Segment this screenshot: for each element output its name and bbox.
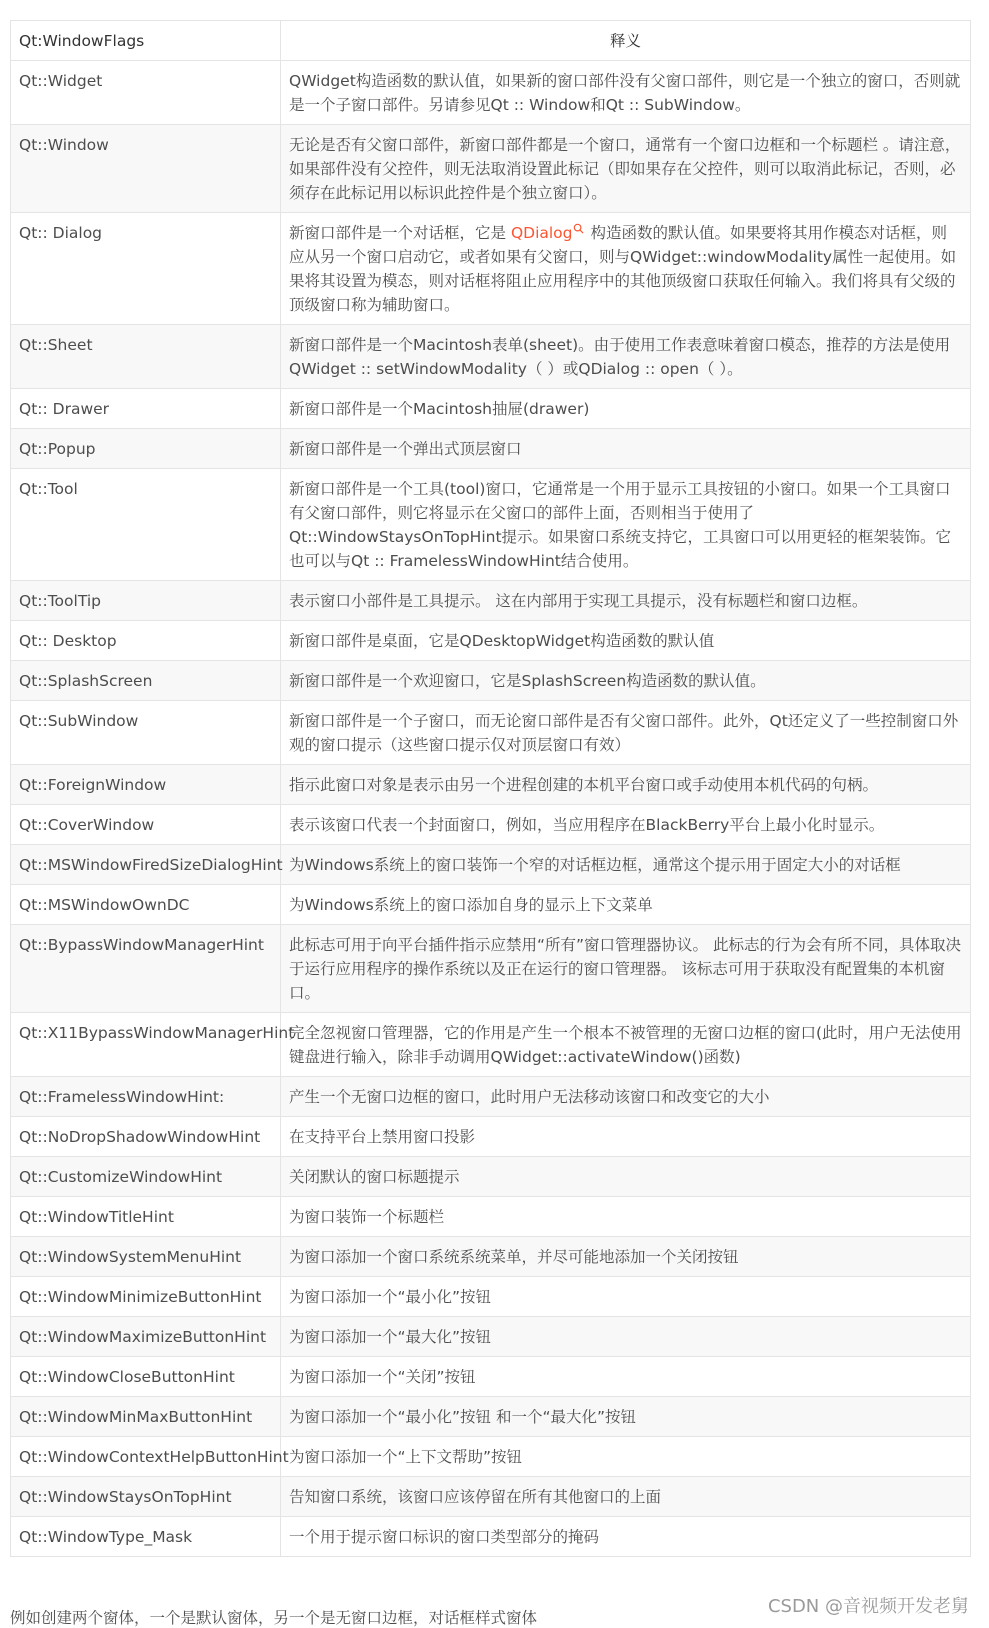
flag-cell: Qt::WindowContextHelpButtonHint [11, 1437, 281, 1477]
description-cell: 一个用于提示窗口标识的窗口类型部分的掩码 [281, 1517, 971, 1557]
table-row [11, 1013, 971, 1077]
description-cell: 表示窗口小部件是工具提示。 这在内部用于实现工具提示，没有标题栏和窗口边框。 [281, 581, 971, 621]
table-row [11, 661, 971, 701]
description-cell: 此标志可用于向平台插件指示应禁用“所有”窗口管理器协议。 此标志的行为会有所不同，具体取决于运行应用程序的操作系统以及正在运行的窗口管理器。 该标志可用于获取没有配置集的本机窗口。 [281, 925, 971, 1013]
flag-cell: Qt::CustomizeWindowHint [11, 1157, 281, 1197]
flag-cell: Qt::CoverWindow [11, 805, 281, 845]
description-cell: 告知窗口系统，该窗口应该停留在所有其他窗口的上面 [281, 1477, 971, 1517]
table-row [11, 125, 971, 213]
flag-cell: Qt:: Desktop [11, 621, 281, 661]
description-cell: 为窗口添加一个“关闭”按钮 [281, 1357, 971, 1397]
table-row [11, 1117, 971, 1157]
description-text: 构造函数的默认值。如果要将其用作模态对话框，则应从另一个窗口启动它，或者如果有父窗口，则与QWidget::windowModality属性一起使用。如果将其设置为模态，则对话框将阻止应用程序中的其他顶级窗口获取任何输入。我们将具有父级的顶级窗口称为辅助窗口。 [289, 224, 957, 314]
description-cell: 新窗口部件是一个Macintosh表单(sheet)。由于使用工作表意味着窗口模态，推荐的方法是使用QWidget :: setWindowModality（ ）或QDialog :: open（ ）。 [281, 325, 971, 389]
footer-text: 例如创建两个窗体，一个是默认窗体，另一个是无窗口边框，对话框样式窗体 [10, 1609, 538, 1627]
flag-cell: Qt::Popup [11, 429, 281, 469]
description-cell: 新窗口部件是一个弹出式顶层窗口 [281, 429, 971, 469]
flag-cell: Qt::SubWindow [11, 701, 281, 765]
table-row [11, 1477, 971, 1517]
table-row [11, 1237, 971, 1277]
table-row [11, 701, 971, 765]
table-row [11, 1197, 971, 1237]
flag-cell: Qt:: Drawer [11, 389, 281, 429]
flag-cell: Qt::FramelessWindowHint: [11, 1077, 281, 1117]
description-cell: 产生一个无窗口边框的窗口，此时用户无法移动该窗口和改变它的大小 [281, 1077, 971, 1117]
flag-cell: Qt::ToolTip [11, 581, 281, 621]
description-cell: 新窗口部件是桌面，它是QDesktopWidget构造函数的默认值 [281, 621, 971, 661]
table-row [11, 1357, 971, 1397]
flag-cell: Qt::Tool [11, 469, 281, 581]
flag-cell: Qt::Sheet [11, 325, 281, 389]
table-row [11, 1437, 971, 1477]
flag-cell: Qt::MSWindowFiredSizeDialogHint [11, 845, 281, 885]
description-cell: 无论是否有父窗口部件，新窗口部件都是一个窗口，通常有一个窗口边框和一个标题栏 。请注意，如果部件没有父控件，则无法取消设置此标记（即如果存在父控件，则可以取消此标记，否则，必须存在此标记用以标识此控件是个独立窗口）。 [281, 125, 971, 213]
description-cell: 新窗口部件是一个子窗口，而无论窗口部件是否有父窗口部件。此外，Qt还定义了一些控制窗口外观的窗口提示（这些窗口提示仅对顶层窗口有效） [281, 701, 971, 765]
header-flag: Qt:WindowFlags [11, 21, 281, 61]
flag-cell: Qt::Window [11, 125, 281, 213]
description-cell: 表示该窗口代表一个封面窗口，例如，当应用程序在BlackBerry平台上最小化时显示。 [281, 805, 971, 845]
qdialog-link-text[interactable]: QDialog [510, 224, 573, 242]
flag-cell: Qt::WindowMaximizeButtonHint [11, 1317, 281, 1357]
table-row [11, 213, 971, 325]
description-cell: 为窗口添加一个“最小化”按钮 和一个“最大化”按钮 [281, 1397, 971, 1437]
flag-cell: Qt::MSWindowOwnDC [11, 885, 281, 925]
table-row [11, 1157, 971, 1197]
description-cell: 新窗口部件是一个欢迎窗口，它是SplashScreen构造函数的默认值。 [281, 661, 971, 701]
search-icon[interactable] [573, 223, 584, 234]
flag-cell: Qt::X11BypassWindowManagerHint [11, 1013, 281, 1077]
description-cell: 为窗口添加一个窗口系统系统菜单，并尽可能地添加一个关闭按钮 [281, 1237, 971, 1277]
flag-cell: Qt::SplashScreen [11, 661, 281, 701]
table-row [11, 765, 971, 805]
table-row [11, 1317, 971, 1357]
table-row [11, 805, 971, 845]
table-row [11, 885, 971, 925]
description-cell: 指示此窗口对象是表示由另一个进程创建的本机平台窗口或手动使用本机代码的句柄。 [281, 765, 971, 805]
flag-cell: Qt::WindowStaysOnTopHint [11, 1477, 281, 1517]
description-cell: 为Windows系统上的窗口添加自身的显示上下文菜单 [281, 885, 971, 925]
table-row [11, 429, 971, 469]
description-cell: 关闭默认的窗口标题提示 [281, 1157, 971, 1197]
table-row [11, 1517, 971, 1557]
description-cell: 新窗口部件是一个工具(tool)窗口，它通常是一个用于显示工具按钮的小窗口。如果一个工具窗口有父窗口部件，则它将显示在父窗口的部件上面，否则相当于使用了Qt::WindowStaysOnTopHint提示。如果窗口系统支持它，工具窗口可以用更轻的框架装饰。它也可以与Qt :: FramelessWindowHint结合使用。 [281, 469, 971, 581]
description-cell [281, 213, 971, 325]
description-cell: 完全忽视窗口管理器，它的作用是产生一个根本不被管理的无窗口边框的窗口(此时，用户无法使用键盘进行输入，除非手动调用QWidget::activateWindow()函数) [281, 1013, 971, 1077]
flag-cell: Qt::WindowMinMaxButtonHint [11, 1397, 281, 1437]
flag-cell: Qt::WindowMinimizeButtonHint [11, 1277, 281, 1317]
description-cell: 为窗口装饰一个标题栏 [281, 1197, 971, 1237]
table-row [11, 1077, 971, 1117]
description-cell: QWidget构造函数的默认值，如果新的窗口部件没有父窗口部件，则它是一个独立的窗口，否则就是一个子窗口部件。另请参见Qt :: Window和Qt :: SubWindow。 [281, 61, 971, 125]
table-row [11, 389, 971, 429]
window-flags-table [10, 20, 971, 1557]
description-cell: 为窗口添加一个“最大化”按钮 [281, 1317, 971, 1357]
description-cell: 为窗口添加一个“上下文帮助”按钮 [281, 1437, 971, 1477]
flag-cell: Qt::Widget [11, 61, 281, 125]
table-row [11, 1277, 971, 1317]
flag-cell: Qt::ForeignWindow [11, 765, 281, 805]
table-row [11, 61, 971, 125]
table-header-row [11, 21, 971, 61]
table-row [11, 845, 971, 885]
qdialog-link[interactable] [511, 224, 586, 242]
flag-cell: Qt:: Dialog [11, 213, 281, 325]
flag-cell: Qt::WindowSystemMenuHint [11, 1237, 281, 1277]
description-cell: 新窗口部件是一个Macintosh抽屉(drawer) [281, 389, 971, 429]
description-text: 新窗口部件是一个对话框，它是 [289, 224, 511, 242]
table-row [11, 621, 971, 661]
flag-cell: Qt::BypassWindowManagerHint [11, 925, 281, 1013]
table-row [11, 925, 971, 1013]
document-body [10, 20, 970, 1557]
flag-cell: Qt::WindowCloseButtonHint [11, 1357, 281, 1397]
table-row [11, 1397, 971, 1437]
description-cell: 为Windows系统上的窗口装饰一个窄的对话框边框，通常这个提示用于固定大小的对话框 [281, 845, 971, 885]
header-meaning: 释义 [281, 21, 971, 61]
description-cell: 为窗口添加一个“最小化”按钮 [281, 1277, 971, 1317]
description-cell: 在支持平台上禁用窗口投影 [281, 1117, 971, 1157]
table-row [11, 325, 971, 389]
flag-cell: Qt::WindowType_Mask [11, 1517, 281, 1557]
table-row [11, 469, 971, 581]
table-row [11, 581, 971, 621]
watermark: CSDN @音视频开发老舅 [767, 1596, 969, 1617]
flag-cell: Qt::WindowTitleHint [11, 1197, 281, 1237]
flag-cell: Qt::NoDropShadowWindowHint [11, 1117, 281, 1157]
table-body [11, 61, 971, 1557]
